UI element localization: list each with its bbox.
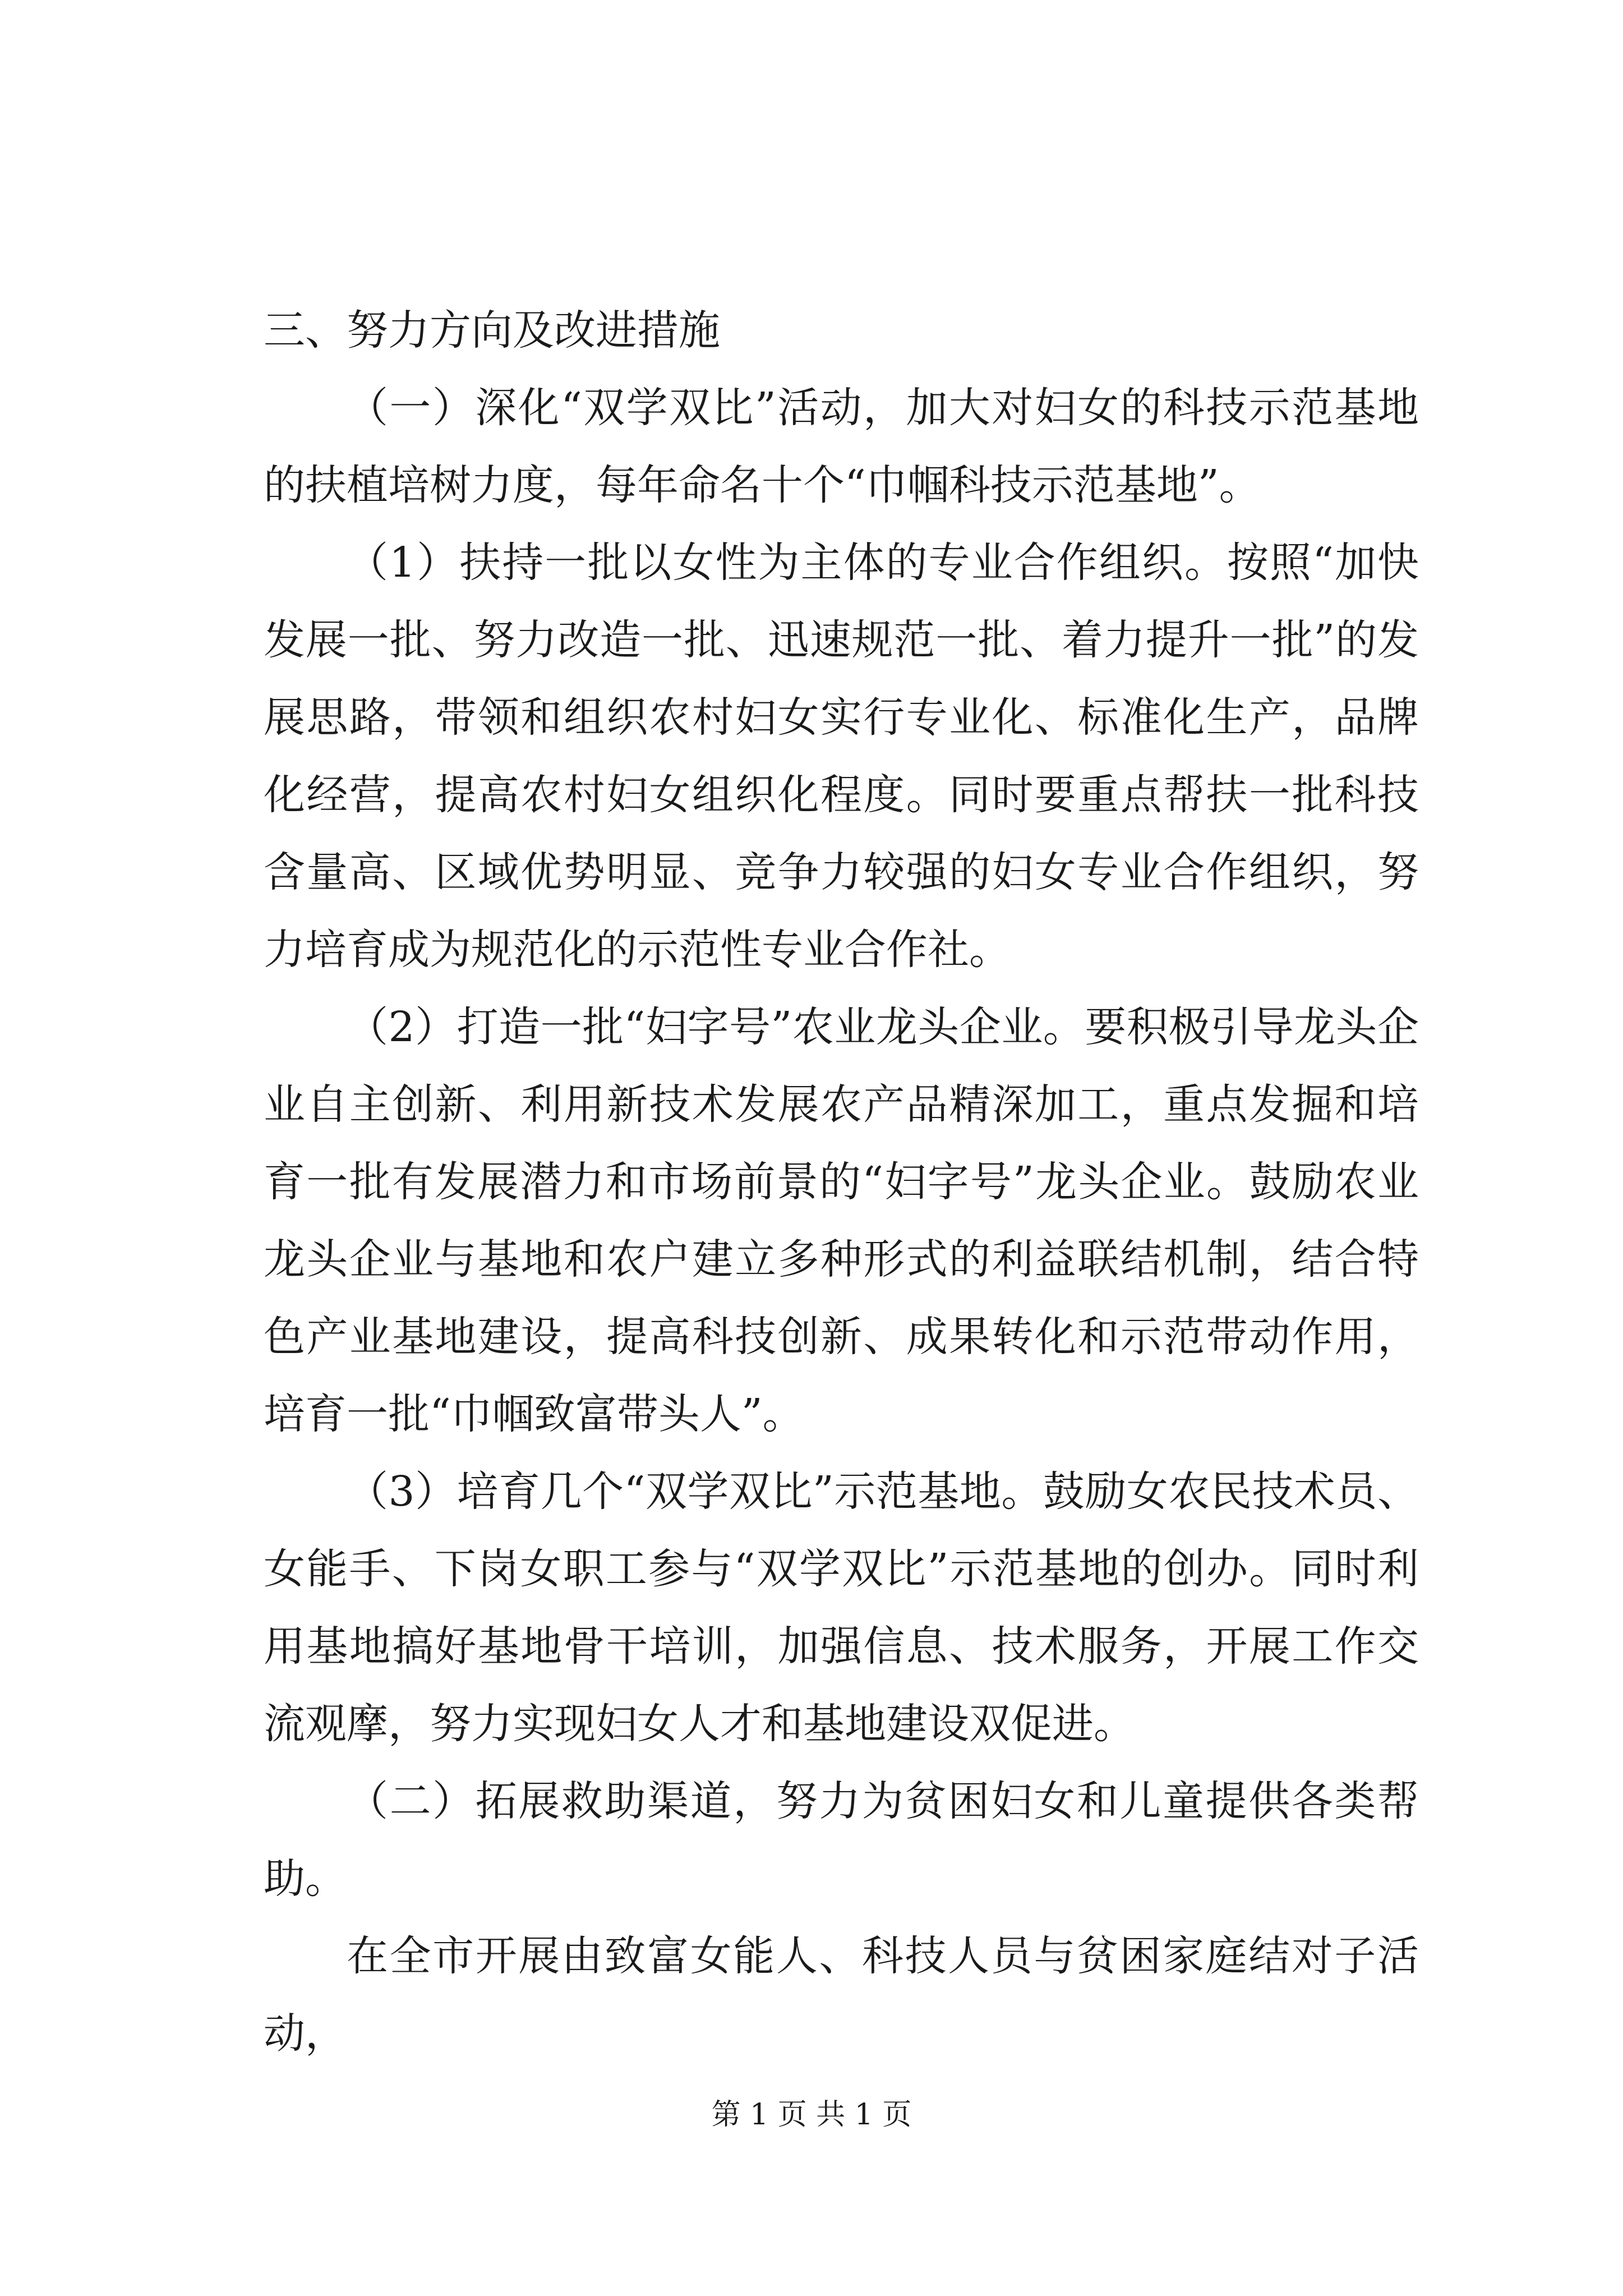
paragraph-4: （3）培育几个“双学双比”示范基地。鼓励女农民技术员、女能手、下岗女职工参与“双学双比”示范基地的创办。同时利用基地搞好基地骨干培训，加强信息、技术服务，开展工作交流观摩，努力实现妇女人才和基地建设双促进。: [264, 1467, 1419, 1748]
paragraph-6: 在全市开展由致富女能人、科技人员与贫困家庭结对子活动，: [264, 1932, 1419, 2058]
page-footer: 第 1 页 共 1 页: [711, 2098, 912, 2132]
paragraph-1: （一）深化“双学双比”活动，加大对妇女的科技示范基地的扶植培树力度，每年命名十个“巾帼科技示范基地”。: [264, 384, 1419, 509]
paragraph-5: （二）拓展救助渠道，努力为贫困妇女和儿童提供各类帮助。: [264, 1777, 1419, 1903]
paragraph-2: （1）扶持一批以女性为主体的专业合作组织。按照“加快发展一批、努力改造一批、迅速规范一批、着力提升一批”的发展思路，带领和组织农村妇女实行专业化、标准化生产，品牌化经营，提高农村妇女组织化程度。同时要重点帮扶一批科技含量高、区域优势明显、竞争力较强的妇女专业合作组织，努力培育成为规范化的示范性专业合作社。: [264, 539, 1419, 974]
document-body: [264, 292, 1419, 2072]
section-heading: 三、努力方向及改进措施: [264, 306, 720, 355]
paragraph-3: （2）打造一批“妇字号”农业龙头企业。要积极引导龙头企业自主创新、利用新技术发展农产品精深加工，重点发掘和培育一批有发展潜力和市场前景的“妇字号”龙头企业。鼓励农业龙头企业与基地和农户建立多种形式的利益联结机制，结合特色产业基地建设，提高科技创新、成果转化和示范带动作用，培育一批“巾帼致富带头人”。: [264, 1003, 1419, 1438]
